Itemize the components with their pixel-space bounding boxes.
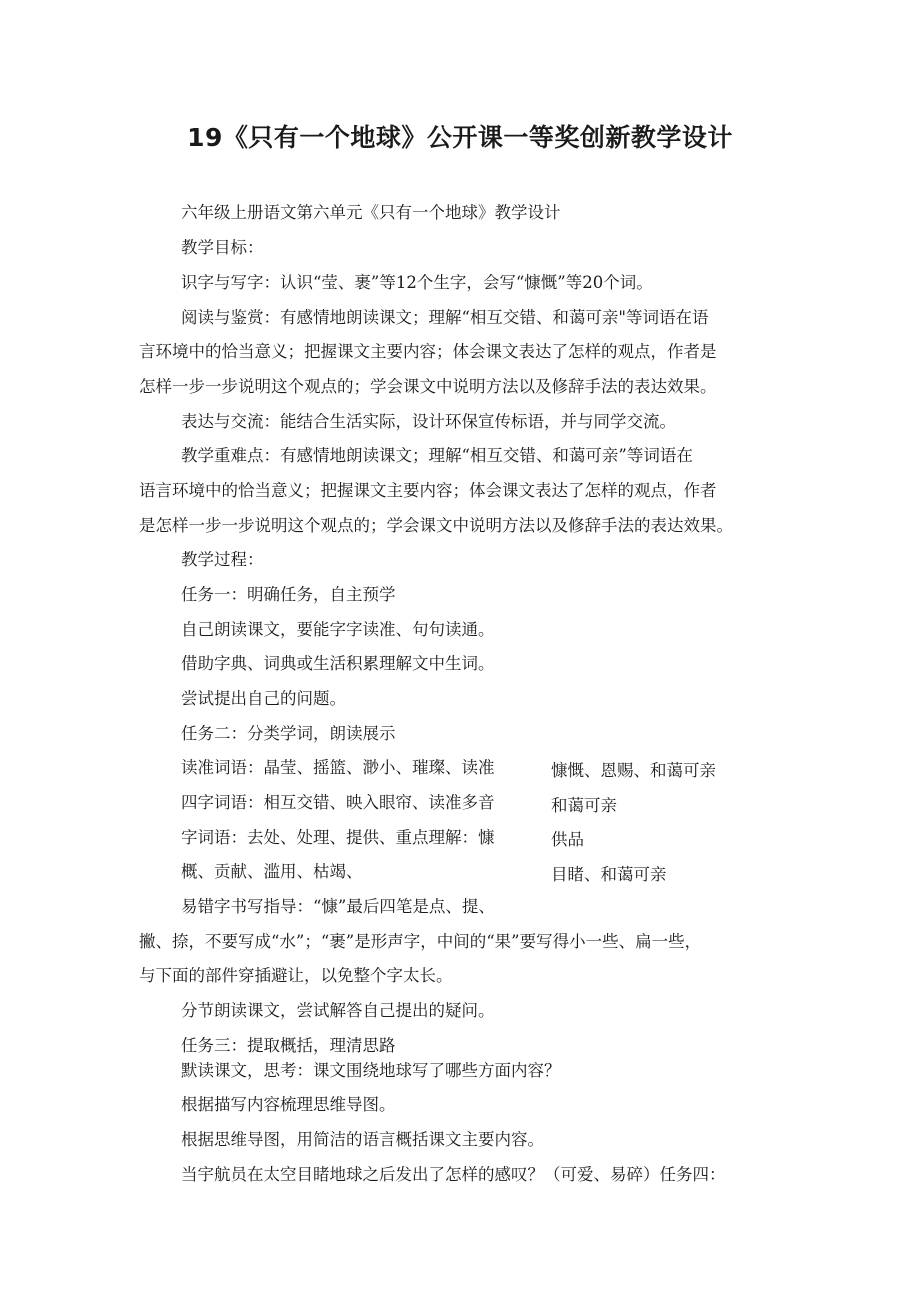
task-heading: 任务一：明确任务，自主预学	[181, 585, 396, 604]
section-heading-process: 教学过程：	[181, 550, 264, 569]
paragraph-line: 教学重难点：有感情地朗读课文；理解“相互交错、和蔼可亲”等词语在	[181, 446, 693, 465]
vocab-right-line: 和蔼可亲	[551, 796, 617, 815]
list-item: 根据描写内容梳理思维导图。	[181, 1095, 396, 1114]
vocab-left-line: 四字词语：相互交错、映入眼帘、读准多音	[181, 793, 495, 812]
paragraph-line: 阅读与鉴赏：有感情地朗读课文；理解“相互交错、和蔼可亲"等词语在语	[181, 308, 709, 327]
list-item: 根据思维导图，用简洁的语言概括课文主要内容。	[181, 1130, 544, 1149]
vocab-left-line: 概、贡献、滥用、枯竭、	[181, 862, 363, 881]
paragraph-line: 与下面的部件穿插避让，以免整个字太长。	[139, 966, 453, 985]
paragraph-line: 当宇航员在太空目睹地球之后发出了怎样的感叹？（可爱、易碎）任务四：	[181, 1165, 726, 1184]
paragraph-line: 易错字书写指导：“慷”最后四笔是点、提、	[181, 897, 495, 916]
vocab-right-line: 慷慨、恩赐、和蔼可亲	[551, 761, 716, 780]
task-heading: 任务三：提取概括，理清思路	[181, 1036, 396, 1055]
paragraph-line: 是怎样一步一步说明这个观点的；学会课文中说明方法以及修辞手法的表达效果。	[139, 516, 733, 535]
vocab-right-line: 目睹、和蔼可亲	[551, 865, 667, 884]
paragraph-line: 言环境中的恰当意义；把握课文主要内容；体会课文表达了怎样的观点，作者是	[139, 342, 717, 361]
vocab-left-line: 字词语：去处、处理、提供、重点理解：慷	[181, 828, 495, 847]
task-heading: 任务二：分类学词，朗读展示	[181, 724, 396, 743]
list-item: 默读课文，思考：课文围绕地球写了哪些方面内容？	[181, 1061, 561, 1080]
list-item: 分节朗读课文，尝试解答自己提出的疑问。	[181, 1001, 495, 1020]
vocab-right-line: 供品	[551, 830, 584, 849]
subtitle-line: 六年级上册语文第六单元《只有一个地球》教学设计	[181, 203, 561, 222]
paragraph-line: 表达与交流：能结合生活实际，设计环保宣传标语，并与同学交流。	[181, 412, 676, 431]
paragraph-line: 撇、捺，不要写成“水”；“裹”是形声字，中间的“果”要写得小一些、扁一些，	[139, 932, 702, 951]
page-title: 19《只有一个地球》公开课一等奖创新教学设计	[187, 123, 733, 152]
section-heading-objectives: 教学目标：	[181, 238, 264, 257]
list-item: 尝试提出自己的问题。	[181, 689, 346, 708]
list-item: 自己朗读课文，要能字字读准、句句读通。	[181, 620, 495, 639]
list-item: 借助字典、词典或生活积累理解文中生词。	[181, 654, 495, 673]
vocab-left-line: 读准词语：晶莹、摇篮、渺小、璀璨、读准	[181, 758, 495, 777]
paragraph-line: 怎样一步一步说明这个观点的；学会课文中说明方法以及修辞手法的表达效果。	[139, 377, 717, 396]
paragraph-line: 识字与写字：认识“莹、裹”等12个生字，会写“慷慨”等20个词。	[181, 273, 653, 292]
paragraph-line: 语言环境中的恰当意义；把握课文主要内容；体会课文表达了怎样的观点，作者	[139, 481, 717, 500]
